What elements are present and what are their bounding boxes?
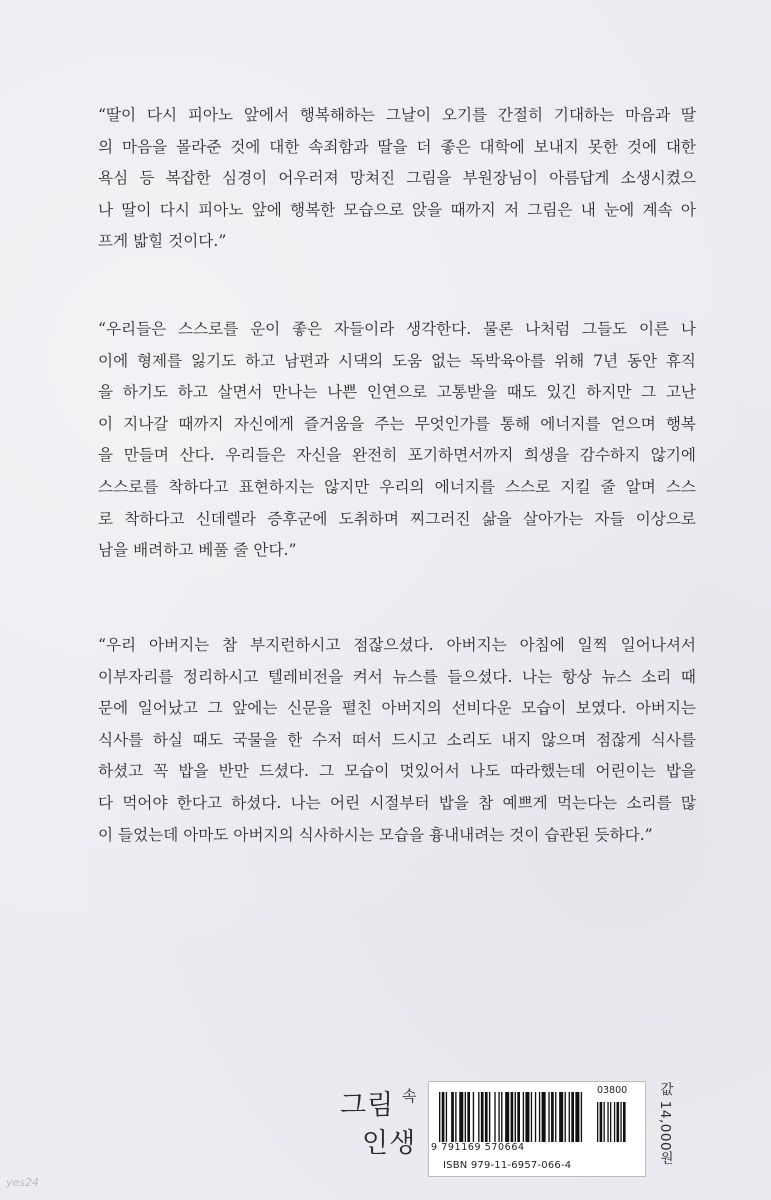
watermark-logo: yes24 xyxy=(6,1176,40,1189)
quote-line: 프게 밟힐 것이다.” xyxy=(98,232,227,251)
quote-2 xyxy=(98,314,696,567)
quote-line: 스스로를 착하다고 표현하지는 않지만 우리의 에너지를 스스로 지킬 줄 알며 스스 xyxy=(98,477,696,496)
quote-line: 이에 형제를 잃기도 하고 남편과 시댁의 도움 없는 독박육아를 위해 7년 동안 휴직 xyxy=(98,351,697,370)
quote-line: 욕심 등 복잡한 심경이 어우러져 망쳐진 그림을 부원장님이 아름답게 소생시켰으 xyxy=(98,169,696,188)
quote-line: 남을 배려하고 베풀 줄 안다.” xyxy=(98,541,297,560)
quote-line: 하셨고 꼭 밥을 반만 드셨다. 그 모습이 멋있어서 나도 따라했는데 어린이는 밥을 xyxy=(98,762,696,781)
quote-line: “우리들은 스스로를 운이 좋은 자들이라 생각한다. 물론 나처럼 그들도 이른 나 xyxy=(98,320,696,338)
book-title xyxy=(340,1083,424,1183)
quote-line: 이부자리를 정리하시고 텔레비전을 켜서 뉴스를 들으셨다. 나는 항상 뉴스 소리 때 xyxy=(98,667,696,686)
price-label: 값 14,000원 xyxy=(657,1082,673,1166)
isbn-text: ISBN 979-11-6957-066-4 xyxy=(443,1160,572,1171)
quote-line: 이 들었는데 아마도 아버지의 식사하시는 모습을 흉내내려는 것이 습관된 듯하다.” xyxy=(98,825,653,844)
quote-line: 문에 일어났고 그 앞에는 신문을 펼친 아버지의 선비다운 모습이 보였다. 아버지는 xyxy=(98,699,696,718)
quote-1 xyxy=(98,100,696,258)
quote-line: 다 먹어야 한다고 하셨다. 나는 어린 시절부터 밥을 참 예쁘게 먹는다는 소리를 많 xyxy=(98,793,696,812)
quote-3 xyxy=(98,630,696,851)
isbn-barcode xyxy=(428,1081,646,1177)
title-bottom: 인생 xyxy=(362,1128,417,1159)
addon-code: 03800 xyxy=(597,1085,628,1096)
title-small: 속 xyxy=(402,1087,417,1105)
quote-line: 이 지나갈 때까지 자신에게 즐거움을 주는 무엇인가를 통해 에너지를 얻으며 행복 xyxy=(98,414,696,433)
quote-line: 을 만들며 산다. 우리들은 자신을 완전히 포기하면서까지 희생을 감수하지 않기에 xyxy=(98,446,696,465)
quote-line: 나 딸이 다시 피아노 앞에 행복한 모습으로 앉을 때까지 저 그림은 내 눈에 계속 아 xyxy=(98,200,696,219)
barcode-icon xyxy=(439,1092,639,1144)
quote-line: 의 마음을 몰라준 것에 대한 속죄함과 딸을 더 좋은 대학에 보내지 못한 것에 대한 xyxy=(98,137,696,156)
isbn-digits: 9 791169 570664 xyxy=(431,1142,525,1153)
title-top: 그림 xyxy=(340,1090,395,1121)
quote-line: “우리 아버지는 참 부지런하시고 점잖으셨다. 아버지는 아침에 일찍 일어나셔서 xyxy=(98,636,696,654)
quote-line: 식사를 하실 때도 국물을 한 수저 떠서 드시고 소리도 내지 않으며 점잖게 식사를 xyxy=(98,730,696,749)
quote-line: 로 착하다고 신데렐라 증후군에 도취하며 찌그러진 삶을 살아가는 자들 이상으로 xyxy=(98,509,696,528)
quote-line: “딸이 다시 피아노 앞에서 행복해하는 그날이 오기를 간절히 기대하는 마음과 딸 xyxy=(98,106,696,124)
quote-line: 을 하기도 하고 살면서 만나는 나쁜 인연으로 고통받을 때도 있긴 하지만 그 고난 xyxy=(98,383,696,402)
